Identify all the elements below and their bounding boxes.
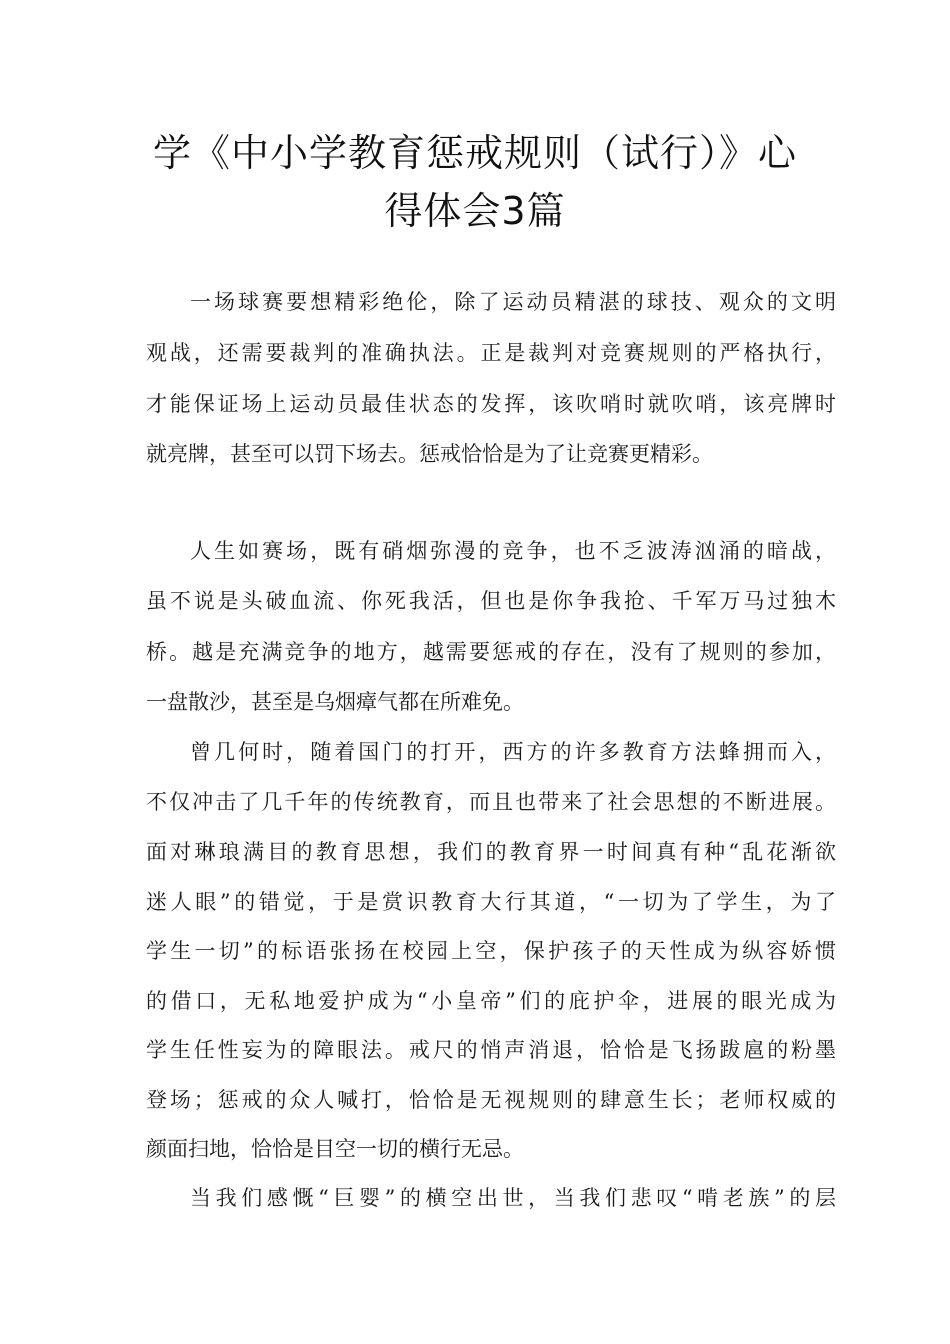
paragraph-1-line-4: 就亮牌，甚至可以罚下场去。惩戒恰恰是为了让竞赛更精彩。: [146, 442, 713, 466]
paragraph-1-line-2: 观战，还需要裁判的准确执法。正是裁判对竞赛规则的严格执行，: [146, 341, 836, 365]
document-title-line-2: 得体会3篇: [384, 189, 566, 233]
paragraph-2-line-4: 一盘散沙，甚至是乌烟瘴气都在所难免。: [146, 690, 524, 714]
paragraph-4-line-1: 当我们感慨“巨婴”的横空出世，当我们悲叹“啃老族”的层: [190, 1186, 836, 1210]
paragraph-3-line-1: 曾几何时，随着国门的打开，西方的许多教育方法蜂拥而入，: [190, 740, 836, 764]
paragraph-2-line-1: 人生如赛场，既有硝烟弥漫的竞争，也不乏波涛汹涌的暗战，: [190, 539, 836, 563]
paragraph-3-line-3: 面对琳琅满目的教育思想，我们的教育界一时间真有种“乱花渐欲: [146, 840, 836, 864]
paragraph-3-line-6: 的借口，无私地爱护成为“小皇帝”们的庇护伞，进展的眼光成为: [146, 989, 836, 1013]
paragraph-2-line-2: 虽不说是头破血流、你死我活，但也是你争我抢、千军万马过独木: [146, 589, 836, 613]
paragraph-1-line-3: 才能保证场上运动员最佳状态的发挥，该吹哨时就吹哨，该亮牌时: [146, 392, 836, 416]
paragraph-3-line-9: 颜面扫地，恰恰是目空一切的横行无忌。: [146, 1137, 524, 1161]
paragraph-1-line-1: 一场球赛要想精彩绝伦，除了运动员精湛的球技、观众的文明: [190, 290, 836, 314]
paragraph-3-line-8: 登场；惩戒的众人喊打，恰恰是无视规则的肆意生长；老师权威的: [146, 1088, 836, 1112]
paragraph-3-line-5: 学生一切”的标语张扬在校园上空，保护孩子的天性成为纵容娇惯: [146, 939, 836, 963]
paragraph-3-line-7: 学生任性妄为的障眼法。戒尺的悄声消退，恰恰是飞扬跋扈的粉墨: [146, 1038, 836, 1062]
paragraph-2-line-3: 桥。越是充满竞争的地方，越需要惩戒的存在，没有了规则的参加，: [146, 640, 836, 664]
paragraph-3-line-4: 迷人眼”的错觉，于是赏识教育大行其道，“一切为了学生，为了: [146, 890, 836, 914]
paragraph-3-line-2: 不仅冲击了几千年的传统教育，而且也带来了社会思想的不断进展。: [146, 790, 836, 814]
document-title-line-1: 学《中小学教育惩戒规则（试行）》心: [152, 131, 797, 175]
